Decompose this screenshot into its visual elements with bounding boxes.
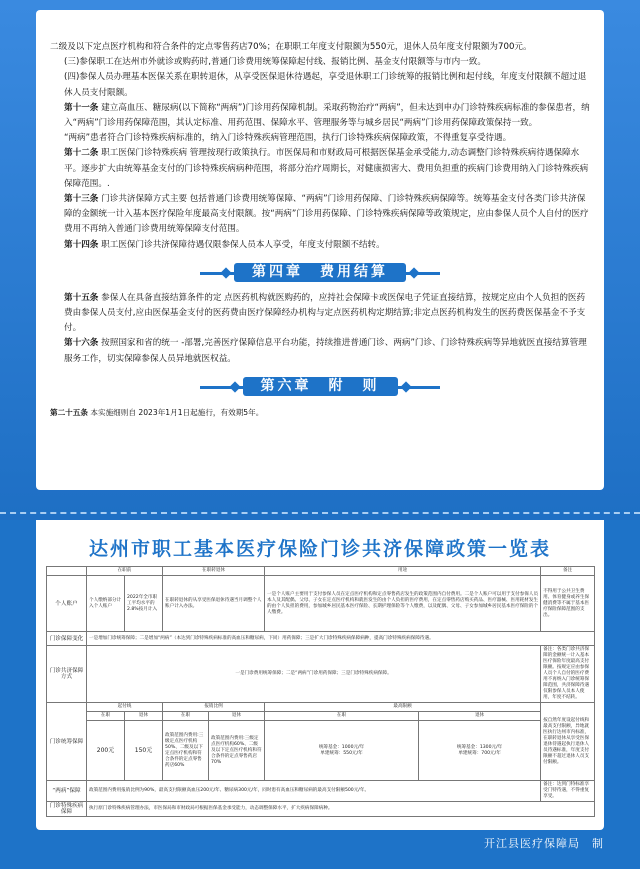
header-employed: 在职 bbox=[87, 712, 125, 721]
article-11-extra: “两病”患者符合门诊特殊疾病标准的，纳入门诊特殊疾病管理范围，执行门诊特殊疾病保障政策，不得重复享受待遇。 bbox=[64, 133, 512, 144]
header-use: 用途 bbox=[265, 567, 541, 576]
regulations-page bbox=[36, 10, 604, 490]
article-11-text: 建立高血压、糖尿病(以下简称“两病”)门诊用药保障机制。采取药物治疗“两病”，但未达到申办门诊特殊疾病标准的参保患者，纳入“两病”门诊用药保障范围，其认定标准、用药范围、保障水平、管理服务等与城乡居民“两病”门诊用药保障政策保持一致。 bbox=[64, 102, 590, 129]
table-row bbox=[47, 632, 595, 646]
article-16 bbox=[50, 336, 590, 366]
issuer-footer: 开江县医疗保障局 制 bbox=[484, 837, 604, 850]
limit-retired: 统筹基金：1300元/年 单建统筹：700元/年 bbox=[419, 721, 541, 781]
para-retirement: (四)参保人员办理基本医保关系在职转退休，从享受医保退休待遇起，享受退休职工门诊统筹的报销比例和起付线，年度支付限额不超过退休人员支付限额。 bbox=[64, 72, 587, 98]
para-outside-city: (三)参保职工在达州市外就诊或购药时,普通门诊费用统筹保障起付线、报销比例、基金支付限额等与市内一致。 bbox=[64, 57, 486, 68]
table-cell: 按自然年度设起付线和最高支付限额，异地就医执行达州市内标准，在职转退休从享受医保退休待遇起执行退休人员待遇标准，年度支付限额不超过退休人员支付限额。 bbox=[541, 703, 595, 781]
table-cell: 一是个人账户主要用于支付参保人员在定点医疗机构和定点零售药店发生的政策范围内自付费用。二是个人账户可以用于支付参保人员本人及其配偶、父母、子女在定点医疗机构和就医发生的由个人负担的医疗费用，在定点零售药店购买药品、医疗器械、医用耗材发生的由个人负担的费用，参加城乡居民基本医疗保险、长期护理保险等个人缴费，以及配偶、父母、子女参加城乡居民基本医疗保险的个人缴费。 bbox=[265, 576, 541, 632]
policy-summary-sheet bbox=[36, 520, 604, 830]
header-employed: 在职 bbox=[163, 712, 209, 721]
table-row bbox=[47, 576, 595, 632]
table-row bbox=[47, 781, 595, 802]
policy-table bbox=[46, 566, 595, 817]
article-13-text: 门诊共济保障方式主要 包括普通门诊费用统筹保障、“两病”门诊用药保障、门诊特殊疾病保障等。统筹基金支付各类门诊共济保障的金额统一计入基本医疗保险年度最高支付限额。按“两病”门诊用药保障、门诊特殊疾病保障等政策规定，应由参保人员个人自付的医疗费用不再纳入普通门诊费用统筹保障支付范围。 bbox=[64, 194, 589, 235]
row-label-outpatient-pooling: 门诊统筹保障 bbox=[47, 703, 87, 781]
article-15-text: 参保人在具备直接结算条件的定 点医药机构就医购药的，应持社会保障卡或医保电子凭证直接结算，按规定应由个人负担的医药费由参保人员支付,应由医保基金支付的医药费由医疗保障经办机构与定点医药机构定期结算;非定点医药机构发生的医药费医保基金不予支付。 bbox=[64, 292, 586, 334]
table-row bbox=[47, 646, 595, 703]
table-cell: 执行原门诊特殊疾病管理办法，市医保局和市财政局可根据医保基金承受能力，动态调整保障水平，扩大疾病保障病种。 bbox=[87, 802, 595, 817]
header-employed: 在职 bbox=[265, 712, 419, 721]
header-before-retire: 在职前 bbox=[87, 567, 163, 576]
table-cell: 政策范围内费用:三级定点医疗机构50%、二级及以下定点医疗机构和符合条件的定点零售药店60% bbox=[163, 721, 209, 781]
table-cell: 政策范围内费用报销比例为90%，最高支付限额高血压200元/年、糖尿病300元/年，同时患有高血压和糖尿病的最高支付限额500元/年。 bbox=[87, 781, 541, 802]
article-13 bbox=[50, 192, 590, 238]
article-12-number: 第十二条 bbox=[64, 148, 99, 159]
header-after-retire: 在职转退休 bbox=[163, 567, 265, 576]
row-label-special-diseases: 门诊特殊疾病保障 bbox=[47, 802, 87, 817]
chapter-4-heading bbox=[50, 261, 590, 285]
table-row bbox=[47, 712, 595, 721]
article-14-number: 第十四条 bbox=[64, 239, 99, 250]
row-label-mutual-aid: 门诊共济保障方式 bbox=[47, 646, 87, 703]
article-16-number: 第十六条 bbox=[64, 338, 99, 349]
policy-table-title: 达州市职工基本医疗保险门诊共济保障政策一览表 bbox=[88, 538, 551, 560]
table-cell: 备注：各类门诊共济保障的金额统一计入基本医疗保险年度最高支付限额。按规定应由参保人员个人自付的医疗费用不再纳入门诊统筹保障范围，共济保障待遇仅限参保人员本人使用，年度不结转。 bbox=[541, 646, 595, 703]
chapter-4-title: 第四章 费用结算 bbox=[234, 263, 406, 282]
table-cell bbox=[47, 567, 87, 576]
row-label-personal-account: 个人账户 bbox=[47, 576, 87, 632]
table-row bbox=[47, 703, 595, 712]
chapter-6-title: 第六章 附 则 bbox=[243, 377, 398, 396]
row-label-outpatient-change: 门诊保障变化 bbox=[47, 632, 87, 646]
article-16-text: 按照国家和省的统一 -部署,完善医疗保障信息平台功能，持续推进普通门诊、两病”门诊、门诊特殊疾病等异地就医直接结算管理服务工作，切实保障参保人员异地就医权益。 bbox=[64, 338, 587, 364]
table-row bbox=[47, 802, 595, 817]
article-25-text: 本实施细则自 2023年1月1日起施行，有效期5年。 bbox=[90, 407, 264, 417]
article-14-text: 职工医保门诊共济保障待遇仅限参保人员本人享受，年度支付限额不结转。 bbox=[101, 239, 385, 250]
table-cell: 一是门诊费用统筹保障；二是“两病”门诊用药保障；三是门诊特殊疾病保障。 bbox=[87, 646, 541, 703]
table-cell: 一是增加门诊统筹保障；二是增加“两病”（本达到门诊特殊疾病标准的高血压和糖尿病，下同）用药保障；三是扩大门诊特殊疾病保障病种，提高门诊特殊疾病保障待遇。 bbox=[87, 632, 595, 646]
table-cell: 政策范围内费用:三级定点医疗机构60%、二级及以下定点医疗机构和符合条件的定点零售药店70% bbox=[209, 721, 265, 781]
chapter-6-heading bbox=[50, 375, 590, 399]
article-14 bbox=[50, 238, 590, 253]
article-12-text: 职工医保门诊特殊疾病 管理按现行政策执行。市医保局和市财政局可根据医保基金承受能力,动态调整门诊特殊疾病待遇保障水平。逐步扩大由统筹基金支付的门诊特殊疾病病种范围，将部分治疗周期长，对健康损害大、费用负担重的疾病门诊费用纳入门诊特殊疾病保障范围。. bbox=[64, 148, 589, 189]
header-retired: 退休 bbox=[419, 712, 541, 721]
table-cell: 2022年全市职工平均水平的2.8%按月计入 bbox=[125, 576, 163, 632]
table-row bbox=[47, 721, 595, 781]
article-25 bbox=[50, 405, 590, 420]
header-retired: 退休 bbox=[125, 712, 163, 721]
table-cell: 个人缴纳部分计入个人账户 bbox=[87, 576, 125, 632]
article-11-number: 第十一条 bbox=[64, 102, 99, 113]
table-cell: 备注：达到门特标准享受门特待遇，不得重复享受。 bbox=[541, 781, 595, 802]
header-retired: 退休 bbox=[209, 712, 265, 721]
header-deductible: 起付线 bbox=[87, 703, 163, 712]
article-25-number: 第二十五条 bbox=[50, 407, 88, 417]
table-cell: 不得用于公共卫生费用、体育健身或养生保健消费等不属于基本医疗保险保障范围的支出。 bbox=[541, 576, 595, 632]
header-max-limit: 最高限额 bbox=[265, 703, 541, 712]
header-reimbursement: 报销比例 bbox=[163, 703, 265, 712]
header-note: 备注 bbox=[541, 567, 595, 576]
limit-employed: 统筹基金：1000元/年 单建统筹：550元/年 bbox=[265, 721, 419, 781]
para-pharmacy-ratio: 二级及以下定点医疗机构和符合条件的定点零售药店70%；在职职工年度支付限额为550元，退休人员年度支付限额为700元。 bbox=[50, 42, 532, 52]
table-row bbox=[47, 567, 595, 576]
article-15-number: 第十五条 bbox=[64, 292, 99, 303]
article-12 bbox=[50, 146, 590, 192]
table-cell: 在职转退休的从享受医保退休待遇当月调整个人账户计入办法。 bbox=[163, 576, 265, 632]
article-13-number: 第十三条 bbox=[64, 194, 99, 205]
row-label-two-diseases: “两病”保障 bbox=[47, 781, 87, 802]
article-15 bbox=[50, 291, 590, 337]
cut-line-divider bbox=[0, 512, 640, 514]
article-11 bbox=[50, 101, 590, 131]
deductible-employed: 200元 bbox=[87, 721, 125, 781]
deductible-retired: 150元 bbox=[125, 721, 163, 781]
